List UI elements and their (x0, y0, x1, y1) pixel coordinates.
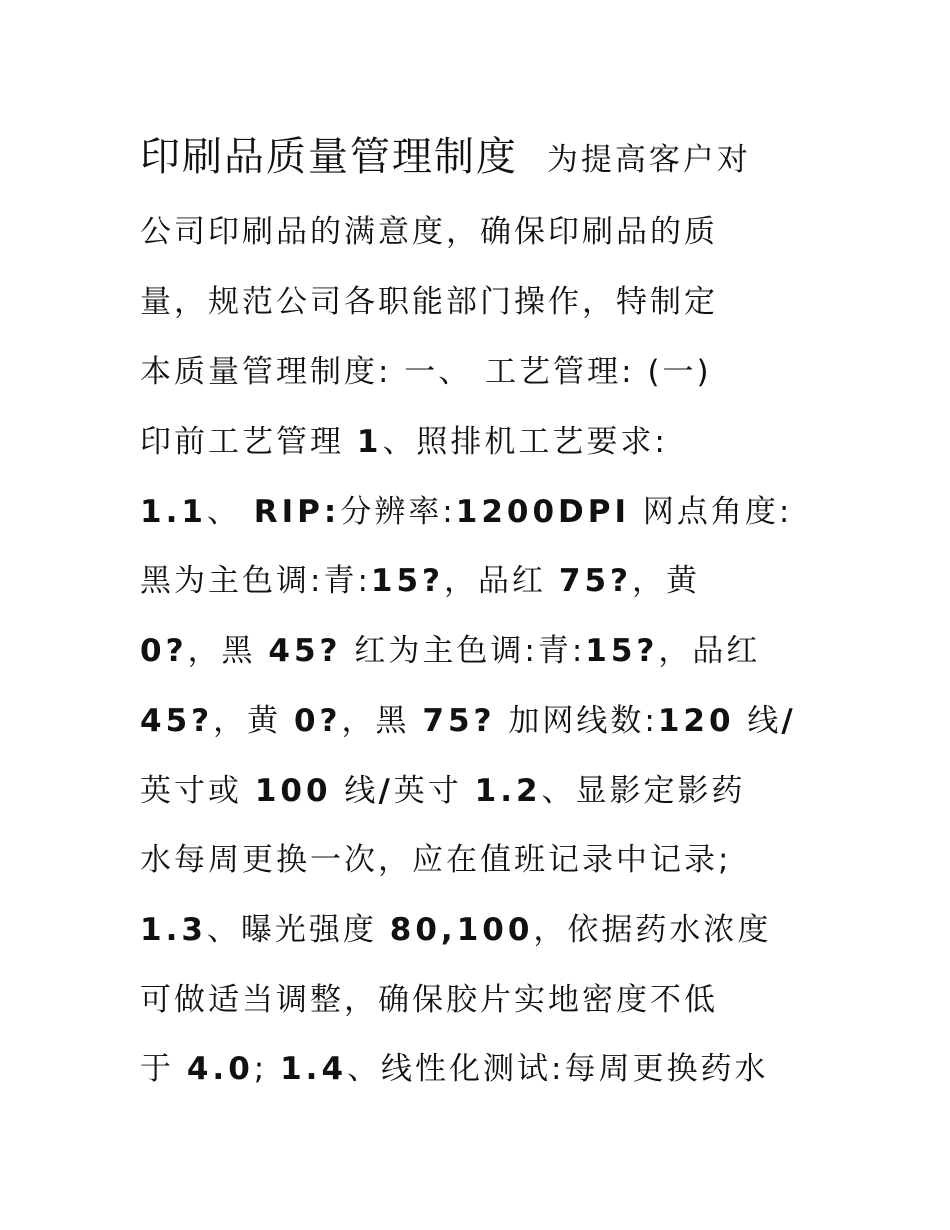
text-run: ; (253, 1051, 281, 1087)
text-line-9 (140, 701, 797, 741)
document-title: 印刷品质量管理制度 (140, 134, 518, 180)
text-run: 印前工艺管理 (140, 424, 357, 460)
text-run: 网点角度: (630, 494, 793, 530)
text-run: 线 (331, 773, 379, 809)
text-line-13 (140, 980, 718, 1020)
bold-run: 1.4 (280, 1051, 348, 1087)
text-run: 、显影定影药 (541, 773, 746, 809)
bold-run: 100 (254, 773, 332, 809)
text-run: ，黑 (341, 703, 423, 739)
text-run: ，品红 (658, 633, 761, 669)
bold-run: 0? (140, 633, 188, 669)
text-run: 水每周更换一次，应在值班记录中记录; (140, 842, 732, 878)
text-run: 公司印刷品的满意度，确保印刷品的质 (140, 214, 718, 250)
bold-run: RIP: (253, 494, 341, 530)
text-line-7 (140, 561, 700, 601)
text-run: 、线性化测试:每周更换药水 (347, 1051, 769, 1087)
bold-run: 75? (422, 703, 496, 739)
text-line-3 (140, 282, 718, 322)
bold-run: 45? (140, 703, 214, 739)
text-run: 可做适当调整，确保胶片实地密度不低 (140, 982, 718, 1018)
bold-run: 45? (268, 633, 342, 669)
bold-run: 4.0 (186, 1051, 254, 1087)
text-run: 英寸 (393, 773, 475, 809)
text-run: ，黄 (632, 563, 700, 599)
bold-run: 75? (558, 563, 632, 599)
text-run: 量，规范公司各职能部门操作，特制定 (140, 284, 718, 320)
bold-run: 1.1 (140, 494, 207, 530)
text-line-5 (140, 422, 668, 462)
bold-run: / (781, 703, 797, 739)
bold-run: / (378, 773, 394, 809)
text-run: 、照排机工艺要求: (382, 424, 668, 460)
bold-run: 1.3 (140, 912, 207, 948)
text-run: 黑为主色调:青: (140, 563, 371, 599)
text-run: 于 (140, 1051, 187, 1087)
text-run: 本质量管理制度: 一、 工艺管理: (一) (140, 354, 712, 390)
text-line-14 (140, 1049, 768, 1089)
text-line-1 (140, 134, 751, 180)
text-run: ，依据药水浓度 (533, 912, 772, 948)
text-run: 红为主色调:青: (341, 633, 586, 669)
text-run: 、 (206, 494, 254, 530)
text-run: 、曝光强度 (206, 912, 390, 948)
text-run: ，黑 (187, 633, 269, 669)
text-line-12 (140, 910, 771, 950)
text-line-4 (140, 352, 712, 392)
text-run: ，品红 (444, 563, 559, 599)
text-run: ，黄 (213, 703, 294, 739)
text-run: 为提高客户对 (546, 142, 751, 178)
bold-run: 1 (356, 424, 383, 460)
bold-run: 1200DPI (455, 494, 631, 530)
text-run: 英寸或 (140, 773, 255, 809)
bold-run: 15? (370, 563, 445, 599)
bold-run: 0? (293, 703, 342, 739)
text-run: 加网线数: (495, 703, 658, 739)
text-run: 线 (734, 703, 782, 739)
text-line-8 (140, 631, 760, 671)
bold-run: 1.2 (474, 773, 542, 809)
text-run: 分辨率: (340, 494, 456, 530)
text-line-10 (140, 771, 746, 811)
text-line-6 (140, 492, 792, 532)
bold-run: 80,100 (389, 912, 534, 948)
text-line-11 (140, 840, 731, 880)
text-line-2 (140, 212, 718, 252)
bold-run: 120 (657, 703, 735, 739)
bold-run: 15? (585, 633, 659, 669)
